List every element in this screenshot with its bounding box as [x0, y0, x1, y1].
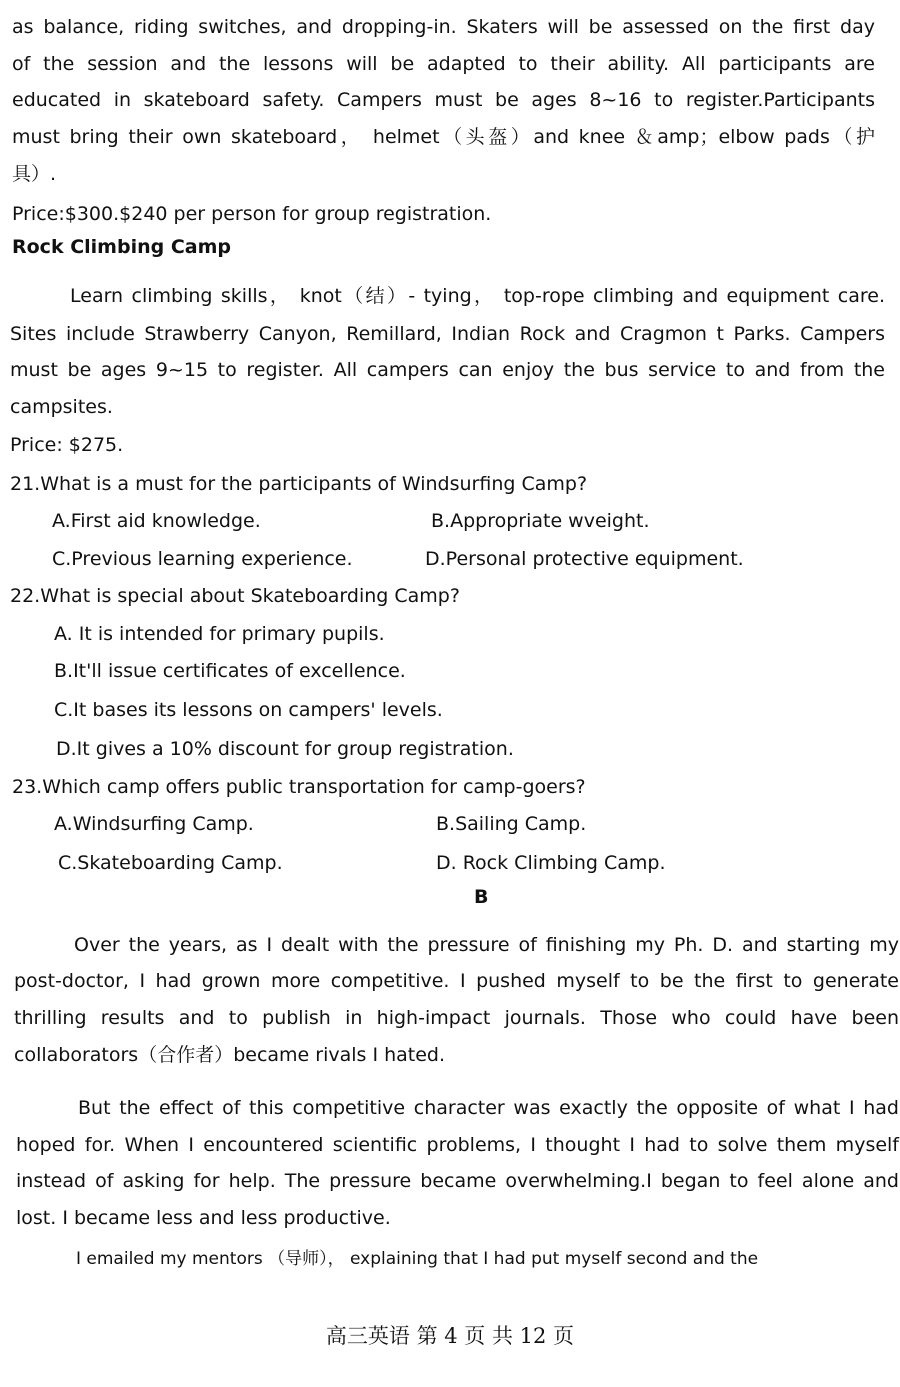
q21-stem: 21.What is a must for the participants of Windsurfing Camp? [10, 473, 588, 495]
q21-option-a: A.First aid knowledge. [52, 510, 261, 532]
skate-line-4: must bring their own skateboard， helmet（头盔）and knee ＆amp；elbow pads（护 [12, 126, 875, 148]
passage-b-p1-line-4: collaborators（合作者）became rivals I hated. [14, 1044, 446, 1066]
q22-option-a: A. It is intended for primary pupils. [54, 623, 385, 645]
skate-line-1: as balance, riding switches, and dropping-in. Skaters will be assessed on the first day [12, 16, 875, 38]
skate-price: Price:$300.$240 per person for group registration. [12, 203, 492, 225]
passage-b-p1-line-2: post-doctor, I had grown more competitive. I pushed myself to be the first to generate [14, 970, 899, 992]
skate-line-3: educated in skateboard safety. Campers must be ages 8~16 to register.Participants [12, 89, 875, 111]
rock-line-2: Sites include Strawberry Canyon, Remillard, Indian Rock and Cragmon t Parks. Campers [10, 323, 885, 345]
q21-option-b: B.Appropriate wveight. [431, 510, 650, 532]
q21-option-d: D.Personal protective equipment. [425, 548, 744, 570]
rock-line-3: must be ages 9~15 to register. All campers can enjoy the bus service to and from the [10, 359, 885, 381]
page-footer: 高三英语 第 4 页 共 12 页 [325, 1324, 575, 1348]
passage-b-p3-line-1: I emailed my mentors （导师）， explaining that I had put myself second and the [76, 1249, 759, 1269]
q21-option-c: C.Previous learning experience. [52, 548, 353, 570]
passage-b-heading: B [474, 886, 489, 908]
q22-option-c: C.It bases its lessons on campers' levels. [54, 699, 443, 721]
q23-option-a: A.Windsurfing Camp. [54, 813, 254, 835]
q22-stem: 22.What is special about Skateboarding Camp? [10, 585, 460, 607]
passage-b-p2-line-3: instead of asking for help. The pressure became overwhelming.I began to feel alone and [16, 1170, 899, 1192]
skate-line-2: of the session and the lessons will be adapted to their ability. All participants are [12, 53, 875, 75]
passage-b-p2-line-1: But the effect of this competitive character was exactly the opposite of what I had [78, 1097, 899, 1119]
passage-b-p2-line-2: hoped for. When I encountered scientific problems, I thought I had to solve them myself [16, 1134, 899, 1156]
q23-option-b: B.Sailing Camp. [436, 813, 587, 835]
rock-line-1: Learn climbing skills， knot（结）- tying， top-rope climbing and equipment care. [70, 285, 885, 307]
q22-option-d: D.It gives a 10% discount for group registration. [56, 738, 514, 760]
q23-option-c: C.Skateboarding Camp. [58, 852, 283, 874]
q23-stem: 23.Which camp offers public transportation for camp-goers? [12, 776, 586, 798]
q22-option-b: B.It'll issue certificates of excellence. [54, 660, 406, 682]
rock-line-4: campsites. [10, 396, 113, 418]
rock-price: Price: $275. [10, 434, 124, 456]
passage-b-p1-line-3: thrilling results and to publish in high-impact journals. Those who could have been [14, 1007, 899, 1029]
passage-b-p2-line-4: lost. I became less and less productive. [16, 1207, 391, 1229]
rock-heading: Rock Climbing Camp [12, 236, 231, 258]
q23-option-d: D. Rock Climbing Camp. [436, 852, 666, 874]
passage-b-p1-line-1: Over the years, as I dealt with the pressure of finishing my Ph. D. and starting my [74, 934, 899, 956]
skate-line-5: 具）. [12, 163, 57, 185]
